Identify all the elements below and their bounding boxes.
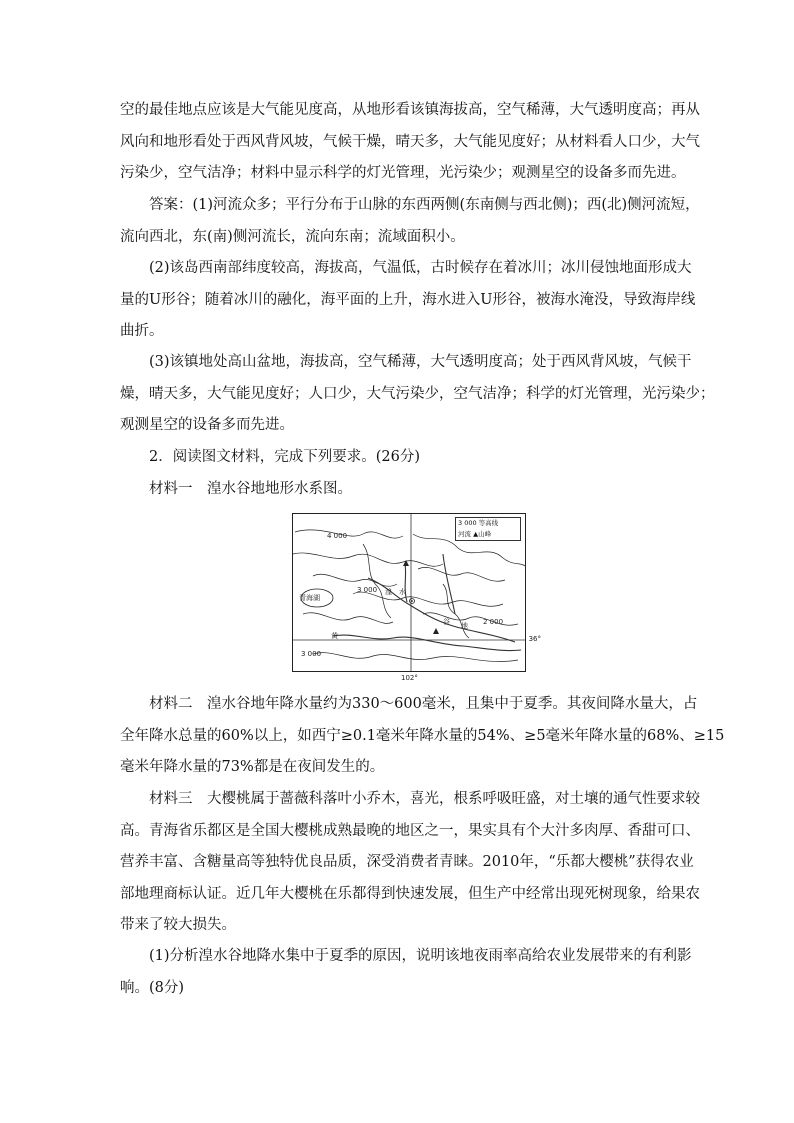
text-line: 高。青海省乐都区是全国大樱桃成熟最晚的地区之一，果实具有个大汁多肉厚、香甜可口、 (120, 822, 700, 839)
question-2-1 (120, 941, 692, 1004)
text-line: (2)该岛西南部纬度较高，海拔高，气温低，古时候存在着冰川；冰川侵蚀地面形成大 (149, 260, 692, 276)
legend-contour: 3 000 等高线 (458, 519, 499, 527)
text-line: 全年降水总量的60%以上，如西宁≥0.1毫米年降水量的54%、≥5毫米年降水量的68%、≥15 (120, 727, 725, 744)
text-line: 营养丰富、含糖量高等独特优良品质，深受消费者青睐。2010年，“乐都大樱桃”获得农业 (120, 854, 694, 870)
river-lines (333, 554, 521, 651)
legend-river-peak: 河流 ▲山峰 (458, 530, 492, 538)
label-2000: 2 000 (483, 618, 504, 626)
label-huang: 湟 (385, 588, 392, 596)
answer-paragraph-2 (120, 253, 696, 348)
text-line: (1)分析湟水谷地降水集中于夏季的原因，说明该地夜雨率高给农业发展带来的有利影 (149, 948, 692, 964)
material-1-caption (120, 474, 675, 506)
text-line: 空的最佳地点应该是大气能见度高，从地形看该镇海拔高，空气稀薄，大气透明度高；再从 (120, 102, 700, 118)
text-line: 观测星空的设备多而先进。 (120, 417, 294, 433)
label-di: 地 (461, 622, 468, 630)
label-huang-river: 黄 (331, 632, 338, 640)
map-legend (455, 517, 521, 541)
text-line: 曲折。 (120, 323, 164, 339)
text-line: 响。(8分) (120, 979, 185, 996)
answer-paragraph-1 (120, 190, 700, 253)
label-qinghai-lake: 青海湖 (299, 594, 320, 602)
material-2 (120, 689, 725, 784)
text-line: 污染少，空气洁净；材料中显示科学的灯光管理，光污染少；观测星空的设备多而先进。 (120, 165, 686, 181)
text-line: (3)该镇地处高山盆地，海拔高，空气稀薄，大气透明度高；处于西风背风坡，气候干 (149, 354, 692, 370)
caption-text: 材料一 湟水谷地地形水系图。 (149, 481, 352, 497)
question-2-heading (120, 442, 675, 474)
text-line: 毫米年降水量的73%都是在夜间发生的。 (120, 759, 385, 775)
text-line: 燥，晴天多，大气能见度好；人口少，大气污染少，空气洁净；科学的灯光管理，光污染少； (120, 385, 715, 402)
answer-paragraph-3 (120, 347, 715, 442)
text-line: 带来了较大损失。 (120, 917, 236, 933)
text-line: 材料三 大樱桃属于蔷薇科落叶小乔木，喜光，根系呼吸旺盛，对土壤的通气性要求较 (149, 791, 700, 807)
text-line: 材料二 湟水谷地年降水量约为330～600毫米，且集中于夏季。其夜间降水量大，占 (149, 696, 698, 712)
label-gu: 谷 (443, 618, 450, 626)
paragraph-reasoning (120, 95, 700, 190)
label-4000: 4 000 (327, 532, 348, 540)
text-line: 风向和地形看处于西风背风坡，气候干燥，晴天多，大气能见度好；从材料看人口少，大气 (120, 133, 700, 150)
material-3 (120, 784, 700, 942)
huangshui-valley-map (292, 513, 541, 682)
text-line: 部地理商标认证。近几年大樱桃在乐都得到快速发展，但生产中经常出现死树现象，给果农 (120, 885, 700, 902)
label-3000-b: 3 000 (301, 650, 322, 658)
latitude-label: 36° (528, 635, 541, 643)
text-line: 量的U形谷；随着冰川的融化，海平面的上升，海水进入U形谷，被海水淹没，导致海岸线 (120, 291, 696, 308)
text-line: 答案：(1)河流众多；平行分布于山脉的东西两侧(东南侧与西北侧)；西(北)侧河流短， (149, 197, 700, 213)
text-line: 流向西北，东(南)侧河流长，流向东南；流域面积小。 (120, 228, 465, 245)
peak-icon (433, 628, 439, 634)
longitude-label: 102° (401, 674, 418, 682)
label-3000-a: 3 000 (357, 586, 378, 594)
question-text: 2．阅读图文材料，完成下列要求。(26分) (149, 449, 420, 465)
label-shui: 水 (399, 588, 406, 596)
